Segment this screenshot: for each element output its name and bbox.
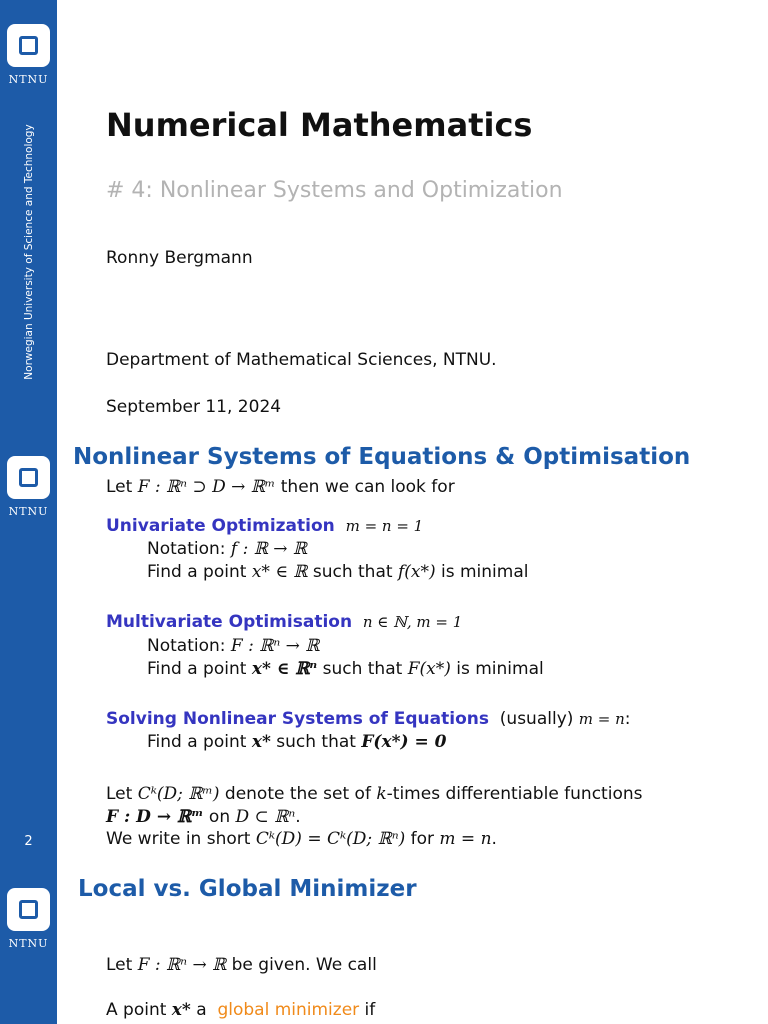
text: -times differentiable functions [386,784,643,804]
text: Let [106,784,138,804]
presentation-title: Numerical Mathematics [106,106,533,144]
text: . [491,829,497,849]
math: F : D → ℝᵐ [106,807,204,827]
text: is minimal [450,659,544,679]
multivariate-notation [147,636,319,656]
math: x* [251,732,271,752]
univariate-heading [106,516,423,536]
ntnu-logo-icon [7,24,50,67]
intro-line [106,477,455,497]
slide-title: Nonlinear Systems of Equations & Optimisation [73,444,691,470]
content-slide-minimizer [0,864,768,1024]
text: denote the set of [219,784,377,804]
text: . [295,807,301,827]
text: then we can look for [275,477,455,497]
author: Ronny Bergmann [106,248,253,268]
ntnu-logo [7,456,50,518]
text: be given. We call [226,955,377,975]
ck-definition-line2 [106,807,301,827]
systems-heading [106,709,631,729]
math: x* ∈ ℝ [251,562,308,582]
title-slide [0,0,768,432]
text: such that [270,732,362,752]
text: Let [106,477,138,497]
math: F(x*) [407,659,451,679]
ck-definition-line3 [106,829,497,849]
ntnu-sidebar [0,0,57,432]
math: Cᵏ(D; ℝᵐ) [137,784,220,804]
text: Let [106,955,138,975]
univariate-notation [147,539,307,559]
text: such that [317,659,408,679]
text: on [203,807,236,827]
math: D ⊂ ℝⁿ [235,807,296,827]
text: (usually) [499,709,579,729]
math: F : ℝⁿ ⊃ D → ℝᵐ [137,477,276,497]
date: September 11, 2024 [106,397,282,417]
highlighted-term: global minimizer [217,1000,360,1020]
content-slide-nonlinear-systems [0,432,768,864]
math: f : ℝ → ℝ [230,539,308,559]
math: Cᵏ(D) = Cᵏ(D; ℝⁿ) [255,829,406,849]
page-number: 2 [24,834,33,849]
multivariate-find [147,659,544,679]
math: m = n [578,710,625,728]
text: is minimal [435,562,529,582]
presentation-subtitle: # 4: Nonlinear Systems and Optimization [106,178,563,203]
minimizer-intro [106,955,377,975]
definition-term: Multivariate Optimisation [106,612,353,632]
text: Notation: [147,539,231,559]
math: f(x*) [397,562,436,582]
univariate-find [147,562,528,582]
ntnu-logo-icon [7,888,50,931]
systems-find [147,732,446,752]
text: if [359,1000,376,1020]
text: A point [106,1000,172,1020]
ntnu-logo-text: NTNU [8,937,49,950]
ntnu-logo-text: NTNU [8,73,49,86]
global-minimizer-line [106,1000,375,1020]
university-name: Norwegian University of Science and Technology [23,124,35,380]
math: n ∈ ℕ, m = 1 [362,613,463,631]
ntnu-sidebar [0,432,57,864]
math: m = n = 1 [345,517,424,535]
multivariate-heading [106,612,462,632]
text: : [624,709,631,729]
math: F : ℝⁿ → ℝ [230,636,320,656]
definition-term: Solving Nonlinear Systems of Equations [106,709,489,729]
definition-term: Univariate Optimization [106,516,335,536]
text: for [405,829,440,849]
ntnu-logo-icon [7,456,50,499]
text: such that [307,562,398,582]
math: x* ∈ ℝⁿ [251,659,318,679]
math: k [376,784,387,804]
text: We write in short [106,829,256,849]
department: Department of Mathematical Sciences, NTNU. [106,350,497,370]
math: x* [171,1000,191,1020]
ntnu-sidebar [0,864,57,1024]
ntnu-logo-text: NTNU [8,505,49,518]
text: a [190,1000,213,1020]
math: F : ℝⁿ → ℝ [137,955,227,975]
ntnu-logo [7,888,50,950]
text: Find a point [147,562,252,582]
math: F(x*) = 0 [361,732,447,752]
text: Notation: [147,636,231,656]
math: m = n [439,829,492,849]
ck-definition-line1 [106,784,642,804]
ntnu-logo [7,24,50,86]
text: Find a point [147,732,252,752]
text: Find a point [147,659,252,679]
slide-title: Local vs. Global Minimizer [78,876,417,902]
